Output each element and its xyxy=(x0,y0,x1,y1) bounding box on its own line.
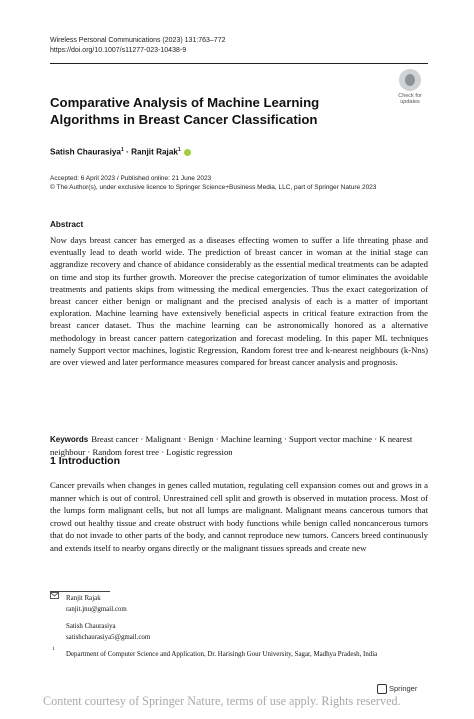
accepted-published-dates: Accepted: 6 April 2023 / Published online: 21 June 2023 xyxy=(50,175,212,182)
keywords-text: Breast cancer · Malignant · Benign · Machine learning · Support vector machine · K nearest neighbour · Random forest tree · Logistic regression xyxy=(50,434,413,458)
affiliation-text: Department of Computer Science and Application, Dr. Harisingh Gour University, Sagar, Madhya Pradesh, India xyxy=(66,651,378,658)
journal-citation: Wireless Personal Communications (2023) 131:763–772 xyxy=(50,37,226,44)
doi-link[interactable]: https://doi.org/10.1007/s11277-023-10438-9 xyxy=(50,47,187,54)
introduction-text: Cancer prevails when changes in genes called mutation, regulating cell expansion comes out and grows in a manner which is out of control. Unrestrained cell split and growth is observed in mutation process. Most of the lumps form malignant cells, but not all lumps are malignant. Malignant means cancerous tumors that crowd out healthy tissue and create obstruct with body functions while benign called noncancerous tumors that do not invade to other parts of the body, and cannot reproduce new tumors. Cancers breed continuously and extends itself to nearby organs directly or the malignant tissues spreads and create new xyxy=(50,480,428,553)
check-for-updates-badge[interactable] xyxy=(392,69,428,111)
orcid-icon[interactable] xyxy=(184,149,191,156)
article-dates xyxy=(50,174,376,192)
section-heading: 1 Introduction xyxy=(50,455,120,467)
courtesy-watermark: Content courtesy of Springer Nature, terms of use apply. Rights reserved. xyxy=(43,694,401,708)
badge-line2: updates xyxy=(400,99,420,105)
springer-horse-icon xyxy=(377,684,387,694)
corr-author-email[interactable]: satishchaurasiya5@gmail.com xyxy=(66,634,151,641)
corr-author-name: Satish Chaurasiya xyxy=(66,623,116,630)
publisher-logo xyxy=(377,684,417,694)
check-for-updates-icon xyxy=(399,69,421,91)
mail-icon xyxy=(50,592,59,599)
abstract-text: Now days breast cancer has emerged as a diseases effecting women to suffer a life threating phase and eventually lead to death world wide. The prediction of breast cancer in woman at the initial stage can aggrandize recovery and chance of abidance considerably as the essential medical treatments can be adapted on time and stop its further growth. Moreover the precise categorization of tumor eliminates the avoidable treatments and patients skips from witnessing the medical emergencies. Thus the exact categorization of breast cancer either benign or malignant and the precised analysis of each is a matter of important exploration. Machine learning have extensively beneficial aspects in critical feature extraction from the breast cancer dataset. Thus the machine learning can be astronomically honored as a alternative methodology in breast cancer pattern categorization and forecast modeling. In this paper ML techniques namely Support vector machines, logistic Regression, Random forest tree and k-nearest neighbours (k-Nns) are over viewed and later performance measures compared for breast cancer analysis and prognosis. xyxy=(50,235,428,368)
abstract-heading: Abstract xyxy=(50,220,84,229)
affiliation-marker: 1 xyxy=(121,147,124,153)
badge-line1: Check for xyxy=(398,93,422,99)
author-name[interactable]: Ranjit Rajak xyxy=(131,147,178,157)
author-name[interactable]: Satish Chaurasiya xyxy=(50,147,121,157)
corr-author-email[interactable]: ranjit.jnu@gmail.com xyxy=(66,606,127,613)
corresponding-authors xyxy=(66,593,150,643)
publisher-name: Springer xyxy=(389,684,418,693)
corr-author-name: Ranjit Rajak xyxy=(66,595,101,602)
article-title: Comparative Analysis of Machine Learning Algorithms in Breast Cancer Classification xyxy=(50,95,320,127)
keywords-label: Keywords xyxy=(50,435,89,444)
affiliation-marker: 1 xyxy=(177,147,181,153)
affiliation-number: 1 xyxy=(52,647,55,652)
copyright-notice: © The Author(s), under exclusive licence to Springer Science+Business Media, LLC, part of Springer Nature 2023 xyxy=(50,184,377,191)
footnote-rule xyxy=(50,591,110,592)
author-list xyxy=(50,147,191,157)
journal-header xyxy=(50,36,225,56)
author-separator: · xyxy=(123,147,132,157)
header-rule xyxy=(50,63,428,64)
